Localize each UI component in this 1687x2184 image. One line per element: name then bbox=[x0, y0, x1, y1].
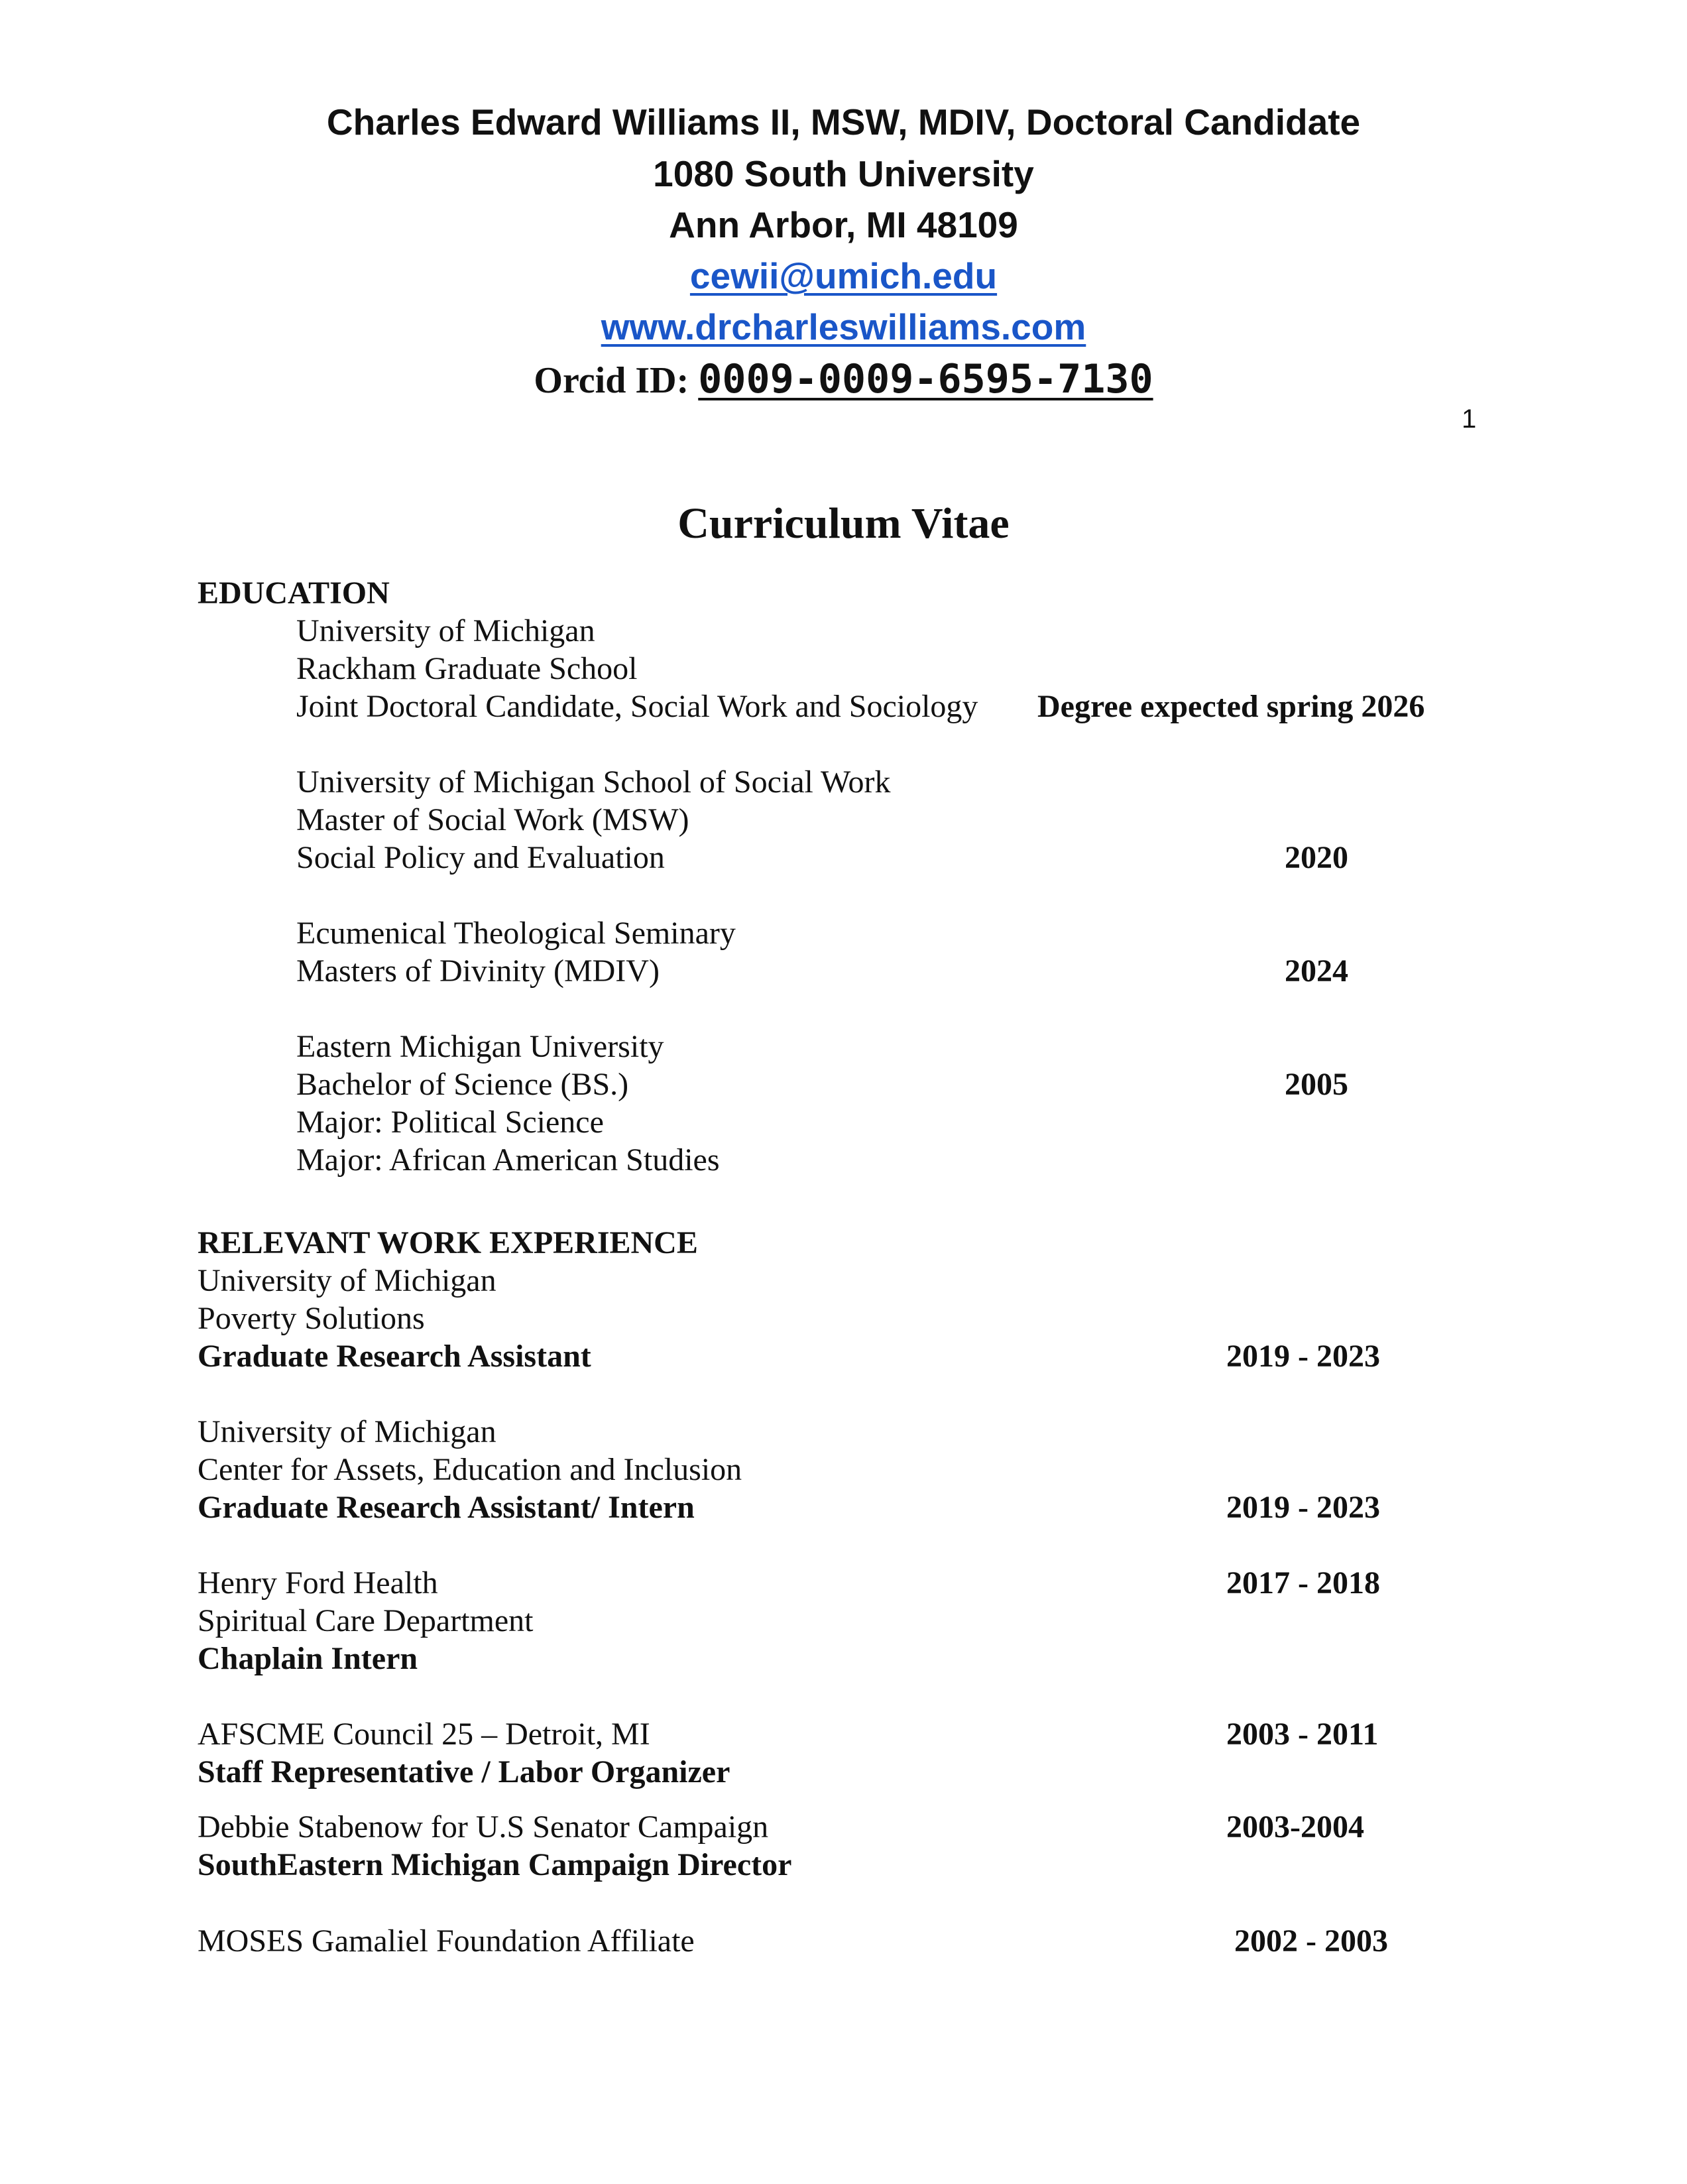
education-line: University of Michigan School of Social Work bbox=[296, 764, 891, 800]
experience-heading: RELEVANT WORK EXPERIENCE bbox=[198, 1225, 698, 1260]
education-line: Rackham Graduate School bbox=[296, 651, 638, 686]
education-line: Bachelor of Science (BS.) bbox=[296, 1067, 629, 1102]
orcid-label: Orcid ID: bbox=[534, 360, 689, 401]
page-title: Curriculum Vitae bbox=[677, 499, 1010, 548]
experience-role: Chaplain Intern bbox=[198, 1641, 418, 1676]
experience-line: Center for Assets, Education and Inclusion bbox=[198, 1452, 742, 1487]
education-line: Joint Doctoral Candidate, Social Work and Sociology bbox=[296, 689, 978, 724]
experience-line: Spiritual Care Department bbox=[198, 1603, 534, 1638]
education-line: Major: African American Studies bbox=[296, 1142, 720, 1178]
orcid-line bbox=[0, 358, 1687, 402]
header-name: Charles Edward Williams II, MSW, MDIV, Doctoral Candidate bbox=[326, 101, 1361, 143]
experience-date: 2019 - 2023 bbox=[1226, 1339, 1380, 1374]
experience-line: AFSCME Council 25 – Detroit, MI bbox=[198, 1717, 650, 1752]
education-line: Masters of Divinity (MDIV) bbox=[296, 953, 660, 989]
education-line: Major: Political Science bbox=[296, 1105, 604, 1140]
education-date: 2005 bbox=[1285, 1067, 1348, 1102]
header-address-line1: 1080 South University bbox=[653, 153, 1034, 194]
education-date: 2020 bbox=[1285, 840, 1348, 875]
experience-line: MOSES Gamaliel Foundation Affiliate bbox=[198, 1923, 695, 1959]
education-line: University of Michigan bbox=[296, 613, 595, 648]
experience-date: 2003-2004 bbox=[1226, 1809, 1364, 1845]
orcid-value: 0009-0009-6595-7130 bbox=[698, 356, 1153, 402]
email-link[interactable]: cewii@umich.edu bbox=[689, 255, 998, 296]
experience-line: Henry Ford Health bbox=[198, 1565, 438, 1601]
experience-role: Graduate Research Assistant bbox=[198, 1339, 591, 1374]
experience-date: 2002 - 2003 bbox=[1234, 1923, 1388, 1959]
experience-date: 2019 - 2023 bbox=[1226, 1490, 1380, 1525]
education-date: Degree expected spring 2026 bbox=[1037, 689, 1425, 724]
education-line: Social Policy and Evaluation bbox=[296, 840, 665, 875]
experience-date: 2003 - 2011 bbox=[1226, 1717, 1379, 1752]
experience-role: Staff Representative / Labor Organizer bbox=[198, 1754, 730, 1790]
header-address-line2: Ann Arbor, MI 48109 bbox=[669, 204, 1018, 245]
experience-line: Debbie Stabenow for U.S Senator Campaign bbox=[198, 1809, 769, 1845]
experience-line: University of Michigan bbox=[198, 1414, 496, 1449]
education-line: Ecumenical Theological Seminary bbox=[296, 916, 736, 951]
education-line: Eastern Michigan University bbox=[296, 1029, 664, 1064]
education-date: 2024 bbox=[1285, 953, 1348, 989]
education-line: Master of Social Work (MSW) bbox=[296, 802, 689, 837]
experience-role: SouthEastern Michigan Campaign Director bbox=[198, 1847, 792, 1882]
experience-line: Poverty Solutions bbox=[198, 1301, 425, 1336]
experience-role: Graduate Research Assistant/ Intern bbox=[198, 1490, 695, 1525]
website-link[interactable]: www.drcharleswilliams.com bbox=[601, 306, 1086, 347]
experience-date: 2017 - 2018 bbox=[1226, 1565, 1380, 1601]
experience-line: University of Michigan bbox=[198, 1263, 496, 1298]
page-number: 1 bbox=[1462, 404, 1477, 434]
education-heading: EDUCATION bbox=[198, 576, 390, 611]
